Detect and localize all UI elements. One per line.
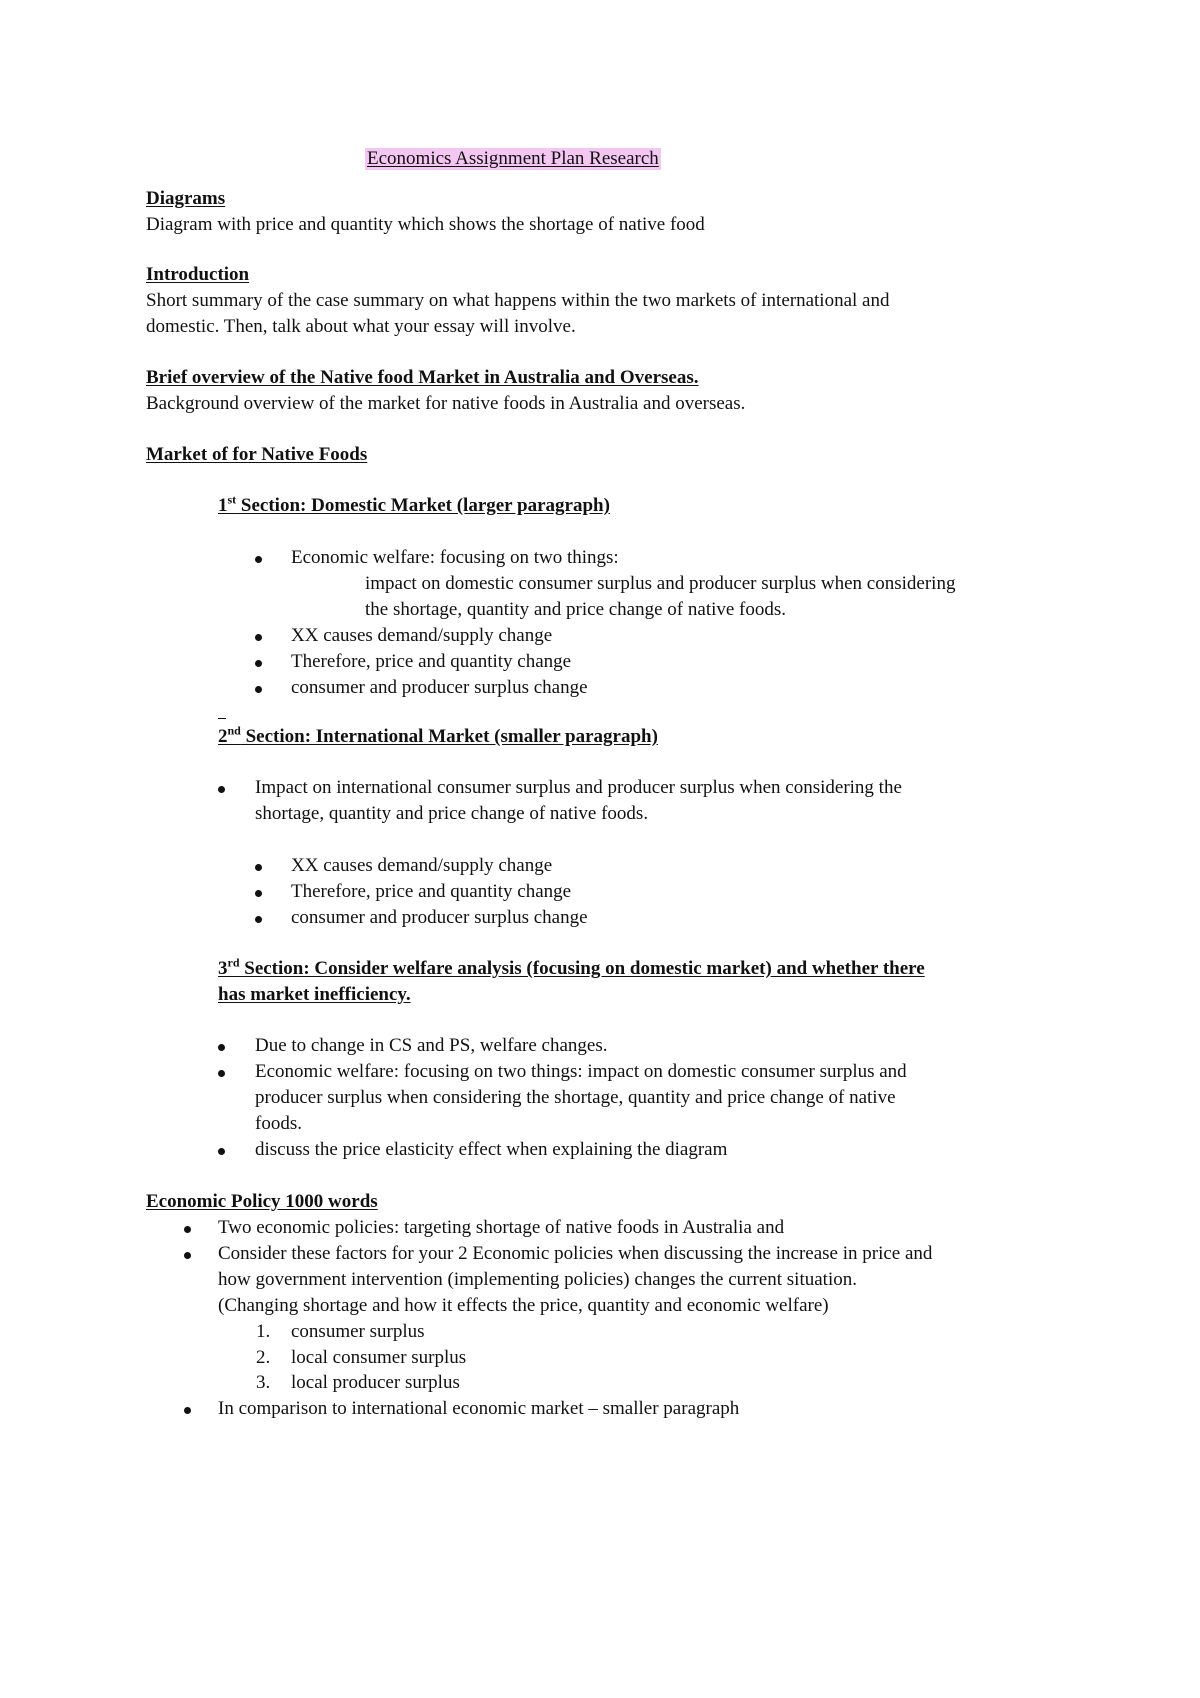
section-2-bullet-1-line-1: Impact on international consumer surplus and producer surplus when considering the <box>255 777 902 798</box>
section-1-subline-2: the shortage, quantity and price change of native foods. <box>365 599 787 620</box>
market-heading: Market of for Native Foods <box>146 444 368 465</box>
section-3-bullet-2-line-1: Economic welfare: focusing on two things: impact on domestic consumer surplus and <box>255 1061 907 1082</box>
numbered-item-1: consumer surplus <box>291 1321 425 1342</box>
section-3-bullet-1: Due to change in CS and PS, welfare changes. <box>255 1035 608 1056</box>
section-1-bullet-4: consumer and producer surplus change <box>291 677 588 698</box>
section-2-ordinal: nd <box>227 723 241 738</box>
section-3-bullet-2-line-3: foods. <box>255 1113 302 1134</box>
section-3-bullet-3: discuss the price elasticity effect when explaining the diagram <box>255 1139 728 1160</box>
section-1-heading <box>218 492 610 517</box>
section-1-bullet-2: XX causes demand/supply change <box>291 625 553 646</box>
section-1-number: 1 <box>218 495 228 516</box>
section-1-subline-1: impact on domestic consumer surplus and producer surplus when considering <box>365 573 956 594</box>
policy-bullet-2-line-2: how government intervention (implementing policies) changes the current situation. <box>218 1269 857 1290</box>
section-3-bullet-2-line-2: producer surplus when considering the shortage, quantity and price change of native <box>255 1087 896 1108</box>
section-1-title: Section: Domestic Market (larger paragraph) <box>236 495 610 516</box>
bullet-icon <box>218 1148 225 1155</box>
bullet-icon <box>218 1044 225 1051</box>
introduction-line-2: domestic. Then, talk about what your essay will involve. <box>146 316 576 337</box>
bullet-icon <box>255 660 262 667</box>
bullet-icon <box>255 916 262 923</box>
bullet-icon <box>218 1070 225 1077</box>
section-3-title: Section: Consider welfare analysis (focusing on domestic market) and whether there <box>239 958 925 979</box>
policy-bullet-2-line-3: (Changing shortage and how it effects the price, quantity and economic welfare) <box>218 1295 829 1316</box>
stray-mark <box>218 718 226 719</box>
numbered-item-1-number: 1. <box>256 1321 271 1342</box>
policy-bullet-3: In comparison to international economic market – smaller paragraph <box>218 1398 740 1419</box>
numbered-item-2-number: 2. <box>256 1347 271 1368</box>
bullet-icon <box>184 1407 191 1414</box>
policy-bullet-1: Two economic policies: targeting shortage of native foods in Australia and <box>218 1217 785 1238</box>
bullet-icon <box>218 786 225 793</box>
policy-bullet-2-line-1: Consider these factors for your 2 Economic policies when discussing the increase in price and <box>218 1243 933 1264</box>
diagrams-heading: Diagrams <box>146 188 226 209</box>
section-3-number: 3 <box>218 958 228 979</box>
policy-heading: Economic Policy 1000 words <box>146 1191 378 1212</box>
bullet-icon <box>255 634 262 641</box>
numbered-item-3-number: 3. <box>256 1372 271 1393</box>
introduction-line-1: Short summary of the case summary on what happens within the two markets of international and <box>146 290 890 311</box>
section-2-bullet-2: XX causes demand/supply change <box>291 855 553 876</box>
bullet-icon <box>255 864 262 871</box>
page-title: Economics Assignment Plan Research <box>367 148 659 169</box>
section-2-title: Section: International Market (smaller paragraph) <box>240 726 658 747</box>
bullet-icon <box>184 1226 191 1233</box>
section-3-heading-line-1 <box>218 955 925 980</box>
bullet-icon <box>255 890 262 897</box>
section-1-bullet-1: Economic welfare: focusing on two things: <box>291 547 619 568</box>
section-3-heading-line-2: has market inefficiency. <box>218 984 411 1005</box>
section-2-number: 2 <box>218 726 228 747</box>
section-1-bullet-3: Therefore, price and quantity change <box>291 651 572 672</box>
bullet-icon <box>255 686 262 693</box>
section-2-bullet-4: consumer and producer surplus change <box>291 907 588 928</box>
diagrams-text: Diagram with price and quantity which shows the shortage of native food <box>146 214 705 235</box>
section-3-ordinal: rd <box>227 955 240 970</box>
introduction-heading: Introduction <box>146 264 250 285</box>
overview-heading: Brief overview of the Native food Market in Australia and Overseas. <box>146 367 699 388</box>
bullet-icon <box>184 1252 191 1259</box>
overview-text: Background overview of the market for native foods in Australia and overseas. <box>146 393 746 414</box>
section-1-ordinal: st <box>227 492 237 507</box>
section-2-heading <box>218 723 658 748</box>
bullet-icon <box>255 556 262 563</box>
numbered-item-2: local consumer surplus <box>291 1347 467 1368</box>
section-2-bullet-3: Therefore, price and quantity change <box>291 881 572 902</box>
section-2-bullet-1-line-2: shortage, quantity and price change of native foods. <box>255 803 649 824</box>
numbered-item-3: local producer surplus <box>291 1372 460 1393</box>
